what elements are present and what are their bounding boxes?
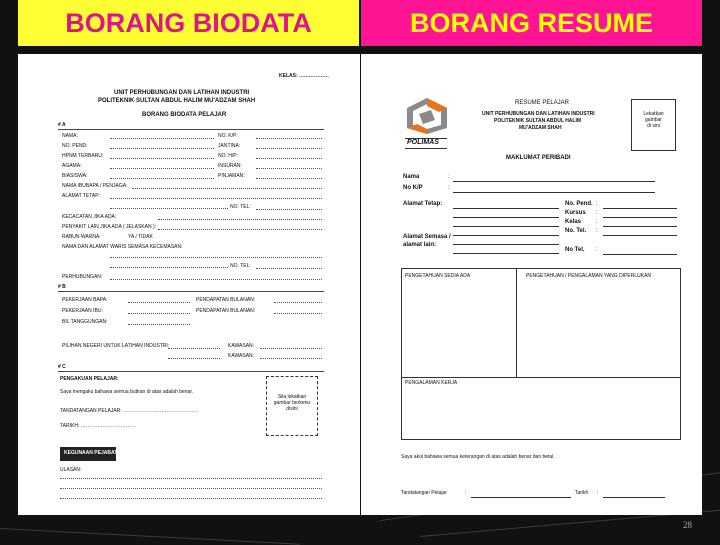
nama-label: NAMA: (62, 133, 78, 139)
resume-title: RESUME PELAJAR (515, 100, 570, 106)
resume-nokp-colon: : (448, 185, 450, 191)
insuran-label: INSURAN: (218, 163, 242, 169)
bil-tanggungan-label: BIL TANGGUNGAN: (62, 319, 108, 325)
resume-tarikh-label: Tarikh (575, 490, 589, 496)
resume-nokp-label: No K/P (403, 185, 423, 191)
resume-kelas-colon: : (596, 219, 598, 225)
section-c-label: # C (58, 364, 66, 370)
no-hp-label: NO. H/P: (218, 153, 239, 159)
resume-notel2-colon: : (596, 247, 598, 253)
photo-box-line2: gambar berkenu (273, 400, 311, 406)
resume-tarikh-colon: : (597, 490, 599, 496)
polimas-logo-mark (401, 96, 453, 136)
polimas-logo-text: POLIMAS (407, 139, 439, 146)
resume-alamat-semasa-label1: Alamat Semasa / (403, 234, 451, 240)
biodata-form-title: BORANG BIODATA PELAJAR (142, 112, 227, 118)
resume-kursus-label: Kursus (565, 210, 586, 216)
pekerjaan-ibu-label: PEKERJAAN IBU: (62, 308, 103, 314)
tandatangan-pelajar: TANDATANGAN PELAJAR: ……………………………………… (60, 408, 199, 414)
pendapatan-ibu-label: PENDAPATAN BULANAN: (196, 308, 256, 314)
section-b-label: # B (58, 284, 66, 290)
resume-institution1: POLITEKNIK SULTAN ABDUL HALIM (494, 118, 582, 124)
no-tel2-label: NO. TEL: (230, 263, 251, 269)
maklumat-peribadi: MAKLUMAT PERIBADI (506, 155, 571, 161)
pinjaman-label: PINJAMAN: (218, 173, 245, 179)
kegunaan-pejabat-label: KEGUNAAN PEJABAT (64, 450, 118, 456)
resume-alamat-semasa-label2: alamat lain: (403, 242, 437, 248)
biasiswa-label: BIASISWA: (62, 173, 88, 179)
resume-header: BORANG RESUME (361, 0, 702, 46)
resume-photo-box (631, 99, 676, 151)
resume-nama-colon: : (448, 174, 450, 180)
ulasan-label: ULASAN: (60, 467, 82, 473)
kelas-field: KELAS: ……………… (279, 73, 329, 79)
kawasan1-label: KAWASAN: (228, 343, 255, 349)
resume-unit: UNIT PERHUBUNGAN DAN LATIHAN INDUSTRI (482, 111, 595, 117)
resume-form (361, 54, 702, 515)
biodata-institution: POLITEKNIK SULTAN ABDUL HALIM MU'ADZAM SHAH (98, 98, 256, 104)
resume-notel2-label: No Tel. (565, 247, 585, 253)
resume-institution2: MU'ADZAM SHAH (519, 125, 562, 131)
biodata-form (18, 54, 360, 515)
resume-tandatangan-label: Tandatangan Pelajar (401, 490, 447, 496)
pengakuan-title: PENGAKUAN PELAJAR: (60, 376, 119, 382)
kecacatan-label: KECACATAN JIKA ADA: (62, 214, 117, 220)
photo-box-line3: disini (286, 406, 298, 412)
pendapatan-bapa-label: PENDAPATAN BULANAN: (196, 297, 256, 303)
agama-label: AGAMA: (62, 163, 82, 169)
perhubungan-label: PERHUBUNGAN: (62, 274, 103, 280)
pengetahuan-diperlukan: PENGETAHUAN / PENGALAMAN YANG DIPERLUKAN (526, 273, 652, 279)
no-tel-label: NO. TEL: (230, 204, 251, 210)
kawasan2-label: KAWASAN: (228, 353, 255, 359)
jantina-label: JANTINA: (218, 143, 241, 149)
pengakuan-text: Saya mengaku bahawa semua butiran di atas adalah benar. (60, 389, 194, 395)
biodata-header: BORANG BIODATA (18, 0, 359, 46)
resume-tandatangan-colon: : (465, 490, 467, 496)
kegunaan-pejabat-bar (60, 447, 116, 461)
resume-notel-colon: : (596, 228, 598, 234)
resume-photo-line1: Lekatkan (643, 111, 664, 117)
alamat-tetap-label: ALAMAT TETAP: (62, 193, 100, 199)
resume-nopend-colon: : (596, 201, 598, 207)
resume-nopend-label: No. Pend. (565, 201, 593, 207)
resume-nama-label: Nama (403, 174, 420, 180)
rabun-label: RABUN WARNA: (62, 234, 101, 240)
resume-notel-label: No. Tel. (565, 228, 587, 234)
hpnm-label: HPNM TERBARU: (62, 153, 104, 159)
photo-box-line1: Sila lekatkan (277, 394, 307, 400)
pilihan-negeri-label: PILIHAN NEGERI UNTUK LATIHAN INDUSTRI: (62, 343, 170, 349)
section-a-label: # A (58, 122, 66, 128)
resume-declaration: Saya akui bahawa semua keterangan di atas adalah benar dan betul. (401, 454, 555, 460)
no-pend-label: NO. PEND: (62, 143, 88, 149)
waris-label: NAMA DAN ALAMAT WARIS SEMASA KECEMASAN: (62, 244, 183, 250)
pekerjaan-bapa-label: PEKERJAAN BAPA: (62, 297, 108, 303)
resume-alamat-tetap-label: Alamat Tetap: (403, 201, 443, 207)
photo-box (266, 376, 318, 436)
resume-photo-line2: gambar (645, 117, 662, 123)
resume-kelas-label: Kelas (565, 219, 582, 225)
tarikh-pelajar: TARIKH: …………………………… (60, 423, 136, 429)
penyakit-label: PENYAKIT LAIN JIKA ADA ( JELASKAN ): (62, 224, 157, 230)
nama-ibubapa-label: NAMA IBUBAPA / PENJAGA: (62, 183, 128, 189)
ya-tidak-option: YA / TIDAK (128, 234, 153, 240)
slide-number: 28 (683, 520, 692, 530)
pengetahuan-sedia-ada: PENGETAHUAN SEDIA ADA (405, 273, 471, 279)
pengalaman-kerja: PENGALAMAN KERJA (405, 380, 458, 386)
knowledge-table (401, 268, 681, 440)
resume-kursus-colon: : (596, 210, 598, 216)
biodata-unit: UNIT PERHUBUNGAN DAN LATIHAN INDUSTRI (114, 90, 250, 96)
resume-photo-line3: di sini (647, 123, 660, 129)
no-kp-label: NO. K/P: (218, 133, 238, 139)
polimas-logo (401, 96, 453, 154)
